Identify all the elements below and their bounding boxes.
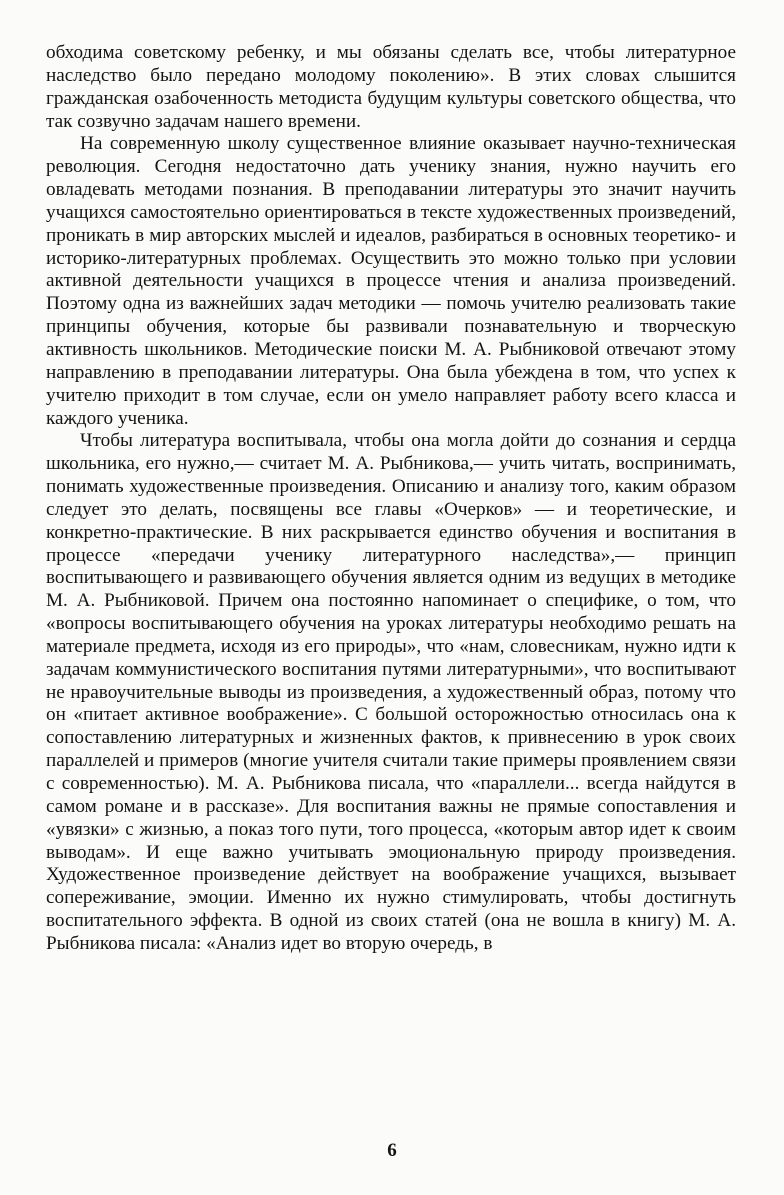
paragraph-continued: обходима советскому ребенку, и мы обязаны сделать все, чтобы литературное наследство было передано молодому поколению». В этих словах слышится гражданская озабоченность методиста будущим культуры советского общества, что так созвучно задачам нашего времени. xyxy=(46,42,736,132)
page-number: 6 xyxy=(387,1140,397,1161)
paragraph-scientific-revolution: На современную школу существенное влияние оказывает научно-техническая революция. Сегодня недостаточно дать ученику знания, нужно научить его овладевать методами познания. В преподавании литературы это значит научить учащихся самостоятельно ориентироваться в тексте художественных произведений, проникать в мир авторских мыслей и идеалов, разбираться в основных теоретико- и историко-литературных проблемах. Осуществить это можно только при условии активной деятельности учащихся в процессе чтения и анализа произведений. Поэтому одна из важнейших задач методики — помочь учителю реализовать такие принципы обучения, которые бы развивали познавательную и творческую активность школьников. Методические поиски М. А. Рыбниковой отвечают этому направлению в преподавании литературы. Она была убеждена в том, что успех к учителю приходит в том случае, если он умело направляет работу всего класса и каждого ученика. xyxy=(46,133,736,429)
paragraph-literature-education: Чтобы литература воспитывала, чтобы она могла дойти до сознания и сердца школьника, его нужно,— считает М. А. Рыбникова,— учить читать, воспринимать, понимать художественные произведения. Описанию и анализу того, каким образом следует это делать, посвящены все главы «Очерков» — и теоретические, и конкретно-практические. В них раскрывается единство обучения и воспитания в процессе «передачи ученику литературного наследства»,— принцип воспитывающего и развивающего обучения является одним из ведущих в методике М. А. Рыбниковой. Причем она постоянно напоминает о специфике, о том, что «вопросы воспитывающего обучения на уроках литературы необходимо решать на материале предмета, исходя из его природы», что «нам, словесникам, нужно идти к задачам коммунистического воспитания путями литературными», что воспитывают не нравоучительные выводы из произведения, а художественный образ, потому что он «питает активное воображение». С большой осторожностью относилась она к сопоставлению литературных и жизненных фактов, к привнесению в урок своих параллелей и примеров (многие учителя считали такие примеры проявлением связи с современностью). М. А. Рыбникова писала, что «параллели... всегда найдутся в самом романе и в рассказе». Для воспитания важны не прямые сопоставления и «увязки» с жизнью, а показ того пути, того процесса, «которым автор идет к своим выводам». И еще важно учитывать эмоциональную природу произведения. Художественное произведение действует на воображение учащихся, вызывает сопереживание, эмоции. Именно их нужно стимулировать, чтобы достигнуть воспитательного эффекта. В одной из своих статей (она не вошла в книгу) М. А. Рыбникова писала: «Анализ идет во вторую очередь, в xyxy=(46,430,736,954)
body-text xyxy=(46,42,736,956)
